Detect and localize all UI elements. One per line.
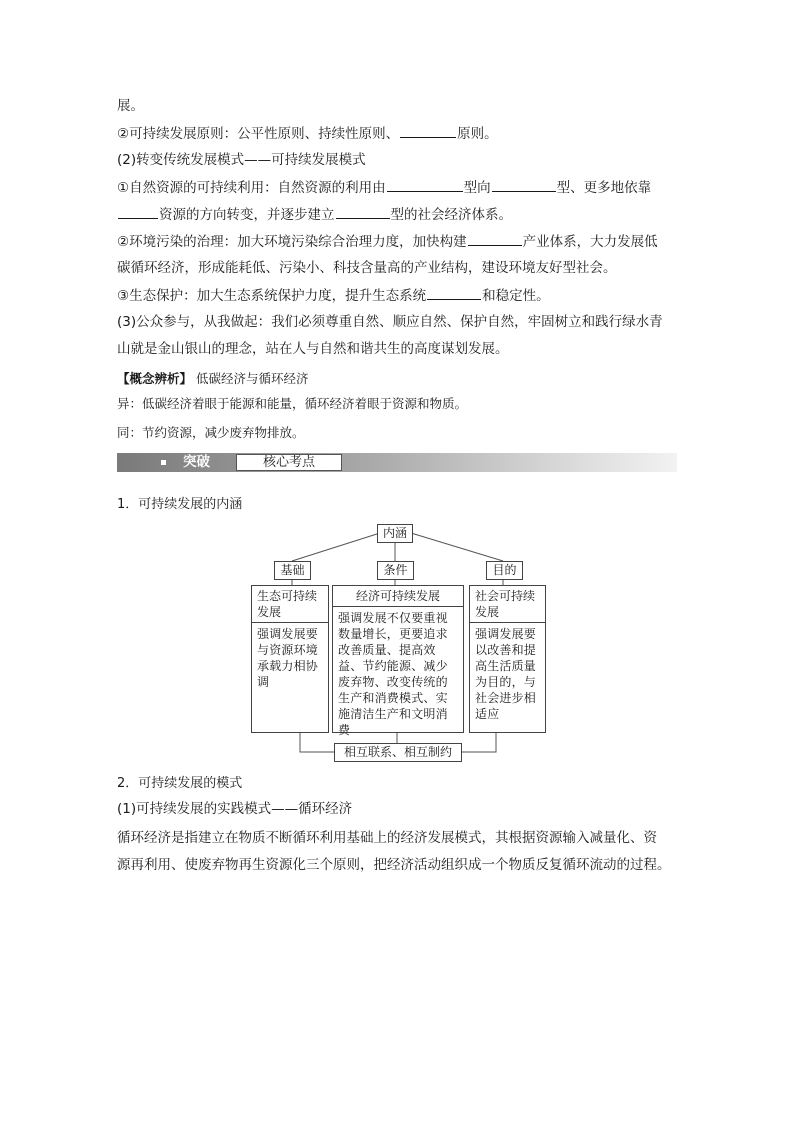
- diagram-bottom: 相互联系、相互制约: [334, 743, 462, 762]
- paragraph-line: 循环经济是指建立在物质不断循环利用基础上的经济发展模式，其根据资源输入减量化、资: [117, 830, 657, 846]
- concept-heading: [117, 370, 682, 388]
- fill-blank: [468, 232, 522, 246]
- text-line: ③生态保护：加大生态系统保护力度，提升生态系统 和稳定性。: [117, 288, 550, 304]
- fill-blank: [492, 178, 556, 192]
- section-banner: [117, 453, 677, 472]
- paragraph-line: 源再利用、使废弃物再生资源化三个原则，把经济活动组织成一个物质反复循环流动的过程。: [117, 857, 671, 873]
- text-line: 碳循环经济，形成能耗低、污染小、科技含量高的产业结构，建设环境友好型社会。: [117, 260, 617, 276]
- fill-blank: [427, 286, 481, 300]
- diagram-label-condition: 条件: [377, 561, 414, 580]
- concept-tag: 【概念辨析】: [117, 371, 193, 386]
- diagram-root: 内涵: [377, 524, 413, 543]
- text-line: 山就是金山银山的理念，站在人与自然和谐共生的高度谋划发展。: [117, 341, 509, 357]
- fill-blank: [336, 205, 390, 219]
- connector-line: [300, 733, 334, 752]
- diagram-column-economic: [332, 585, 464, 737]
- column-body: 强调发展要与资源环境承载力相协调: [257, 627, 319, 689]
- text-line: ②环境污染的治理：加大环境污染综合治理力度，加快构建 产业体系，大力发展低: [117, 234, 658, 250]
- connector-line: [292, 533, 380, 561]
- sub-heading: (1)可持续发展的实践模式——循环经济: [117, 801, 353, 817]
- column-head: 社会可持续发展: [470, 586, 545, 623]
- banner-title: 突破: [183, 454, 210, 470]
- fill-blank: [400, 124, 456, 138]
- text-line: (3)公众参与，从我做起：我们必须尊重自然、顺应自然、保护自然，牢固树立和践行绿水青: [117, 314, 663, 330]
- column-body: 强调发展不仅要重视数量增长，更要追求改善质量、提高效益、节约能源、减少废弃物、改变传统的生产和消费模式、实施清洁生产和文明消费: [338, 611, 448, 737]
- connector-line: [411, 533, 503, 561]
- text-line: 资源的方向转变，并逐步建立 型的社会经济体系。: [117, 205, 682, 224]
- column-body: 强调发展要以改善和提高生活质量为目的，与社会进步相适应: [475, 627, 537, 721]
- text-line: ①自然资源的可持续利用：自然资源的利用由 型向 型、更多地依靠: [117, 180, 652, 196]
- column-head: 经济可持续发展: [333, 586, 463, 607]
- text-line: ②可持续发展原则：公平性原则、持续性原则、 原则。: [117, 126, 498, 142]
- section-heading: 2．可持续发展的模式: [117, 776, 243, 791]
- concept-title: 低碳经济与循环经济: [196, 371, 309, 386]
- concept-diff: 异：低碳经济着眼于能源和能量，循环经济着眼于资源和物质。: [117, 396, 468, 411]
- concept-same: 同：节约资源，减少废弃物排放。: [117, 425, 305, 440]
- fill-blank: [118, 205, 158, 219]
- fill-blank: [387, 178, 463, 192]
- text-line: 展。: [117, 98, 144, 114]
- diagram-label-basis: 基础: [274, 561, 311, 580]
- text-line: (2)转变传统发展模式——可持续发展模式: [117, 152, 366, 168]
- connector-line: [462, 733, 496, 752]
- square-bullet-icon: [161, 460, 166, 465]
- column-head: 生态可持续发展: [252, 586, 328, 623]
- diagram-label-purpose: 目的: [486, 561, 523, 580]
- diagram-column-social: [469, 585, 546, 733]
- banner-tab: 核心考点: [236, 454, 342, 471]
- diagram-column-ecological: [251, 585, 329, 733]
- section-heading: 1．可持续发展的内涵: [117, 497, 243, 512]
